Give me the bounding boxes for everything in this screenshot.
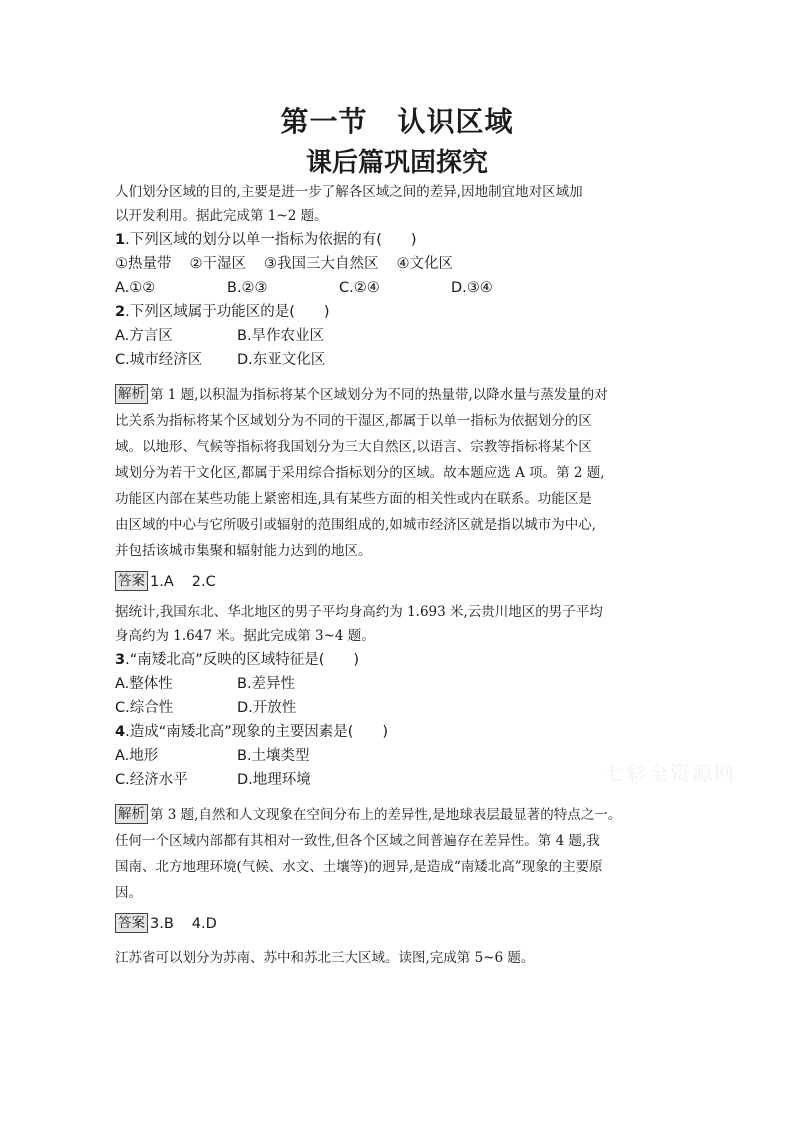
item: ④文化区 bbox=[396, 256, 453, 272]
answer-value: 4.D bbox=[191, 916, 217, 932]
option-c: C.经济水平 bbox=[115, 772, 188, 788]
question-3-options-row-2 bbox=[115, 696, 695, 720]
content-body bbox=[115, 180, 695, 970]
question-3-options-row-1 bbox=[115, 672, 695, 696]
explanation-line: 域划分为若干文化区,都属于采用综合指标划分的区域。故本题应选 A 项。第 2 题, bbox=[115, 465, 605, 481]
option-a: A.①② bbox=[115, 280, 156, 296]
explanation-line: 由区域的中心与它所吸引或辐射的范围组成的,如城市经济区就是指以城市为中心, bbox=[115, 517, 597, 533]
question-2-options-row-2 bbox=[115, 348, 695, 372]
question-number: 2 bbox=[115, 304, 126, 320]
question-2 bbox=[115, 300, 695, 324]
explanation-1 bbox=[115, 382, 695, 564]
answer-value: 3.B bbox=[150, 916, 174, 932]
intro-paragraph-1 bbox=[115, 180, 695, 228]
item: ①热量带 bbox=[115, 256, 172, 272]
explanation-tag: 解析 bbox=[115, 804, 148, 824]
question-2-options-row-1 bbox=[115, 324, 695, 348]
explanation-line: 功能区内部在某些功能上紧密相连,具有某些方面的相关性或内在联系。功能区是 bbox=[115, 491, 592, 507]
answer-1 bbox=[115, 570, 695, 594]
question-4 bbox=[115, 720, 695, 744]
option-c: C.综合性 bbox=[115, 700, 174, 716]
explanation-line: 比关系为指标将某个区域划分为不同的干湿区,都属于以单一指标为依据划分的区 bbox=[115, 413, 592, 429]
question-text: .“南矮北高”反映的区域特征是( ) bbox=[125, 652, 360, 668]
intro-paragraph-2 bbox=[115, 600, 695, 648]
answer-value: 1.A bbox=[150, 574, 174, 590]
option-a: A.地形 bbox=[115, 748, 159, 764]
question-number: 4 bbox=[115, 724, 126, 740]
option-c: C.城市经济区 bbox=[115, 352, 203, 368]
intro-line: 人们划分区域的目的,主要是进一步了解各区域之间的差异,因地制宜地对区域加 bbox=[115, 184, 583, 200]
item: ②干湿区 bbox=[189, 256, 246, 272]
question-text: .造成“南矮北高”现象的主要因素是( ) bbox=[125, 724, 389, 740]
option-b: B.旱作农业区 bbox=[237, 328, 325, 344]
question-1 bbox=[115, 228, 695, 252]
intro-line: 江苏省可以划分为苏南、苏中和苏北三大区域。读图,完成第 5~6 题。 bbox=[115, 950, 535, 966]
explanation-tag: 解析 bbox=[115, 384, 148, 404]
section-topic: 认识区域 bbox=[397, 105, 514, 138]
option-a: A.方言区 bbox=[115, 328, 173, 344]
intro-line: 以开发利用。据此完成第 1~2 题。 bbox=[115, 208, 328, 224]
intro-paragraph-3 bbox=[115, 946, 695, 970]
question-number: 3 bbox=[115, 652, 126, 668]
explanation-line: 任何一个区域内部都有其相对一致性,但各个区域之间普遍存在差异性。第 4 题,我 bbox=[115, 833, 600, 849]
answer-tag: 答案 bbox=[115, 913, 148, 933]
question-3 bbox=[115, 648, 695, 672]
option-d: D.地理环境 bbox=[237, 772, 311, 788]
page-subtitle: 课后篇巩固探究 bbox=[305, 148, 488, 178]
option-d: D.③④ bbox=[451, 280, 493, 296]
option-d: D.开放性 bbox=[237, 700, 297, 716]
explanation-line: 第 1 题,以积温为指标将某个区域划分为不同的热量带,以降水量与蒸发量的对 bbox=[150, 387, 608, 403]
answer-tag: 答案 bbox=[115, 571, 148, 591]
explanation-line: 并包括该城市集聚和辐射能力达到的地区。 bbox=[115, 543, 372, 559]
explanation-line: 因。 bbox=[115, 885, 142, 901]
question-text: .下列区域的划分以单一指标为依据的有( ) bbox=[125, 232, 417, 248]
explanation-line: 国南、北方地理环境(气候、水文、土壤等)的迥异,是造成“南矮北高”现象的主要原 bbox=[115, 859, 603, 875]
answer-2 bbox=[115, 912, 695, 936]
option-b: B.差异性 bbox=[237, 676, 296, 692]
answer-value: 2.C bbox=[191, 574, 216, 590]
intro-line: 身高约为 1.647 米。据此完成第 3~4 题。 bbox=[115, 628, 375, 644]
option-d: D.东亚文化区 bbox=[237, 352, 326, 368]
question-text: .下列区域属于功能区的是( ) bbox=[125, 304, 330, 320]
question-number: 1 bbox=[115, 232, 126, 248]
explanation-line: 第 3 题,自然和人文现象在空间分布上的差异性,是地球表层最显著的特点之一。 bbox=[150, 807, 622, 823]
explanation-line: 域。以地形、气候等指标将我国划分为三大自然区,以语言、宗教等指标将某个区 bbox=[115, 439, 592, 455]
option-b: B.②③ bbox=[227, 280, 268, 296]
question-1-options bbox=[115, 276, 695, 300]
question-1-items bbox=[115, 252, 695, 276]
intro-line: 据统计,我国东北、华北地区的男子平均身高约为 1.693 米,云贵川地区的男子平均 bbox=[115, 604, 603, 620]
option-a: A.整体性 bbox=[115, 676, 173, 692]
watermark: 七彩全资源网 bbox=[604, 761, 736, 785]
item: ③我国三大自然区 bbox=[264, 256, 379, 272]
section-label: 第一节 bbox=[280, 105, 368, 138]
option-b: B.土壤类型 bbox=[237, 748, 310, 764]
option-c: C.②④ bbox=[339, 280, 380, 296]
page-title bbox=[0, 100, 794, 140]
explanation-2 bbox=[115, 802, 695, 906]
